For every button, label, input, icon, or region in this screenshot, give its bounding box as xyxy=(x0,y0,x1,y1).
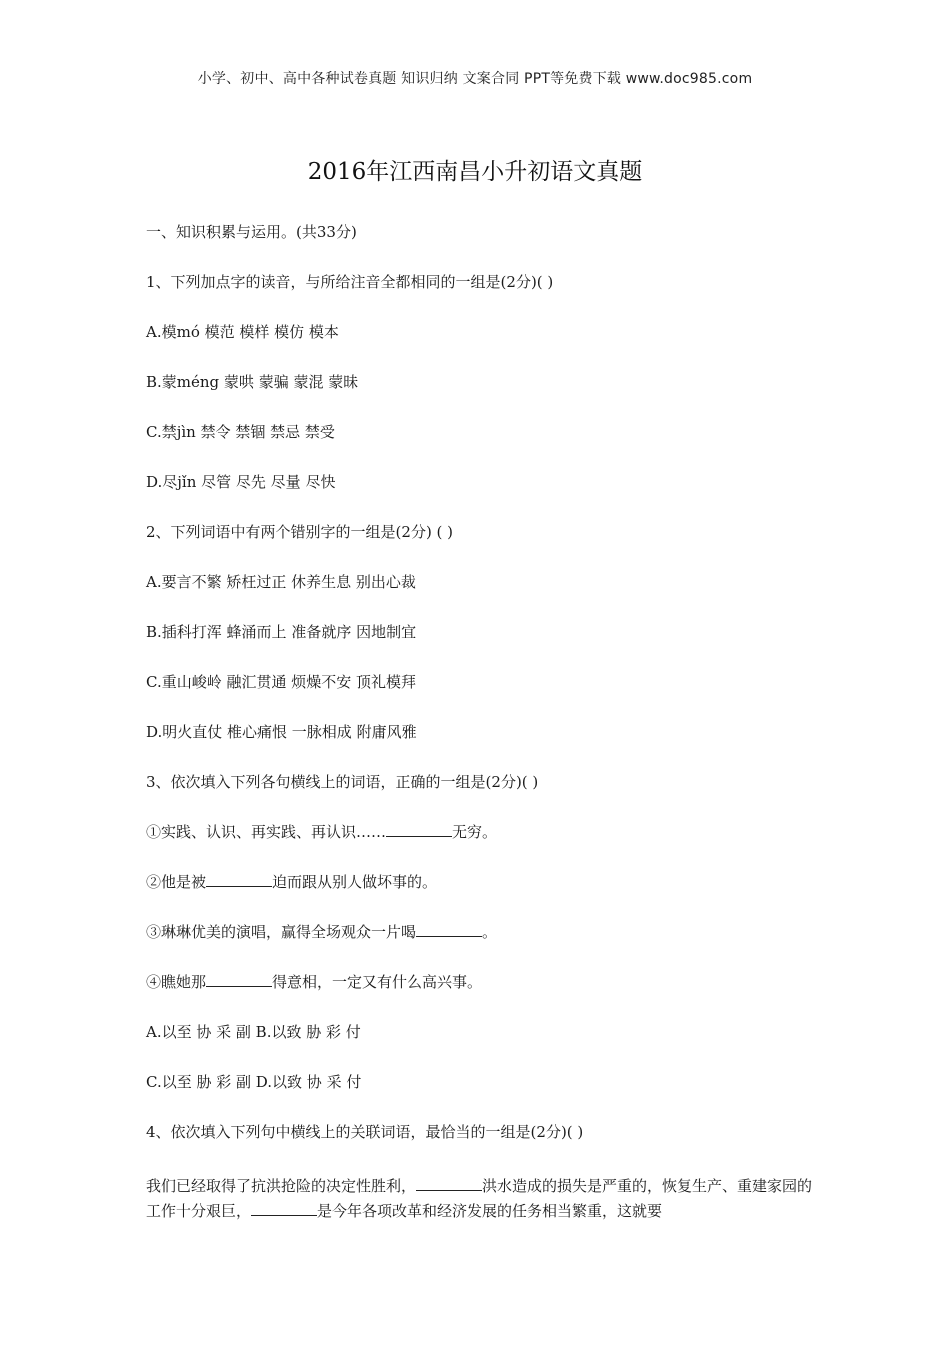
question-4-stem: 4、依次填入下列句中横线上的关联词语，最恰当的一组是(2分)( ) xyxy=(146,1123,584,1141)
section-heading: 一、知识积累与运用。(共33分) xyxy=(146,223,357,241)
question-1-option-b: B.蒙méng 蒙哄 蒙骗 蒙混 蒙昧 xyxy=(146,373,359,391)
sentence-text: 。 xyxy=(482,923,498,941)
sentence-text: 得意相，一定又有什么高兴事。 xyxy=(272,973,483,991)
fill-blank xyxy=(416,1175,482,1191)
question-1-stem: 1、下列加点字的读音，与所给注音全都相同的一组是(2分)( ) xyxy=(146,273,554,291)
question-4-passage xyxy=(146,1174,816,1224)
sentence-text: 无穷。 xyxy=(452,823,498,841)
exam-content xyxy=(146,221,816,1224)
sentence-text: ④瞧她那 xyxy=(146,973,207,991)
passage-text: 我们已经取得了抗洪抢险的决定性胜利， xyxy=(146,1177,417,1195)
sentence-text: ②他是被 xyxy=(146,873,207,891)
document-title: 2016年江西南昌小升初语文真题 xyxy=(307,159,643,185)
sentence-text: ③琳琳优美的演唱，赢得全场观众一片喝 xyxy=(146,923,417,941)
question-3-sentence-2 xyxy=(146,871,816,921)
question-3-sentence-1 xyxy=(146,821,816,871)
sentence-text: 迫而跟从别人做坏事的。 xyxy=(272,873,438,891)
question-3-sentence-3 xyxy=(146,921,816,971)
question-3-options-ab: A.以至 协 采 副 B.以致 胁 彩 付 xyxy=(146,1023,361,1041)
question-2-stem: 2、下列词语中有两个错别字的一组是(2分) ( ) xyxy=(146,523,454,541)
question-3-stem: 3、依次填入下列各句横线上的词语，正确的一组是(2分)( ) xyxy=(146,773,539,791)
site-banner: 小学、初中、高中各种试卷真题 知识归纳 文案合同 PPT等免费下载 www.doc985.com xyxy=(197,71,753,87)
fill-blank xyxy=(251,1200,317,1216)
passage-text: 洪水造成的损失是严重的，恢复生产、重建家园的工作十分艰巨， xyxy=(146,1177,813,1220)
fill-blank xyxy=(206,971,272,987)
question-1-option-a: A.模mó 模范 模样 模仿 模本 xyxy=(146,323,339,341)
question-1-option-d: D.尽jǐn 尽管 尽先 尽量 尽快 xyxy=(146,473,336,491)
question-2-option-c: C.重山峻岭 融汇贯通 烦燥不安 顶礼模拜 xyxy=(146,673,417,691)
question-2-option-d: D.明火直仗 椎心痛恨 一脉相成 附庸风雅 xyxy=(146,723,417,741)
question-2-option-a: A.要言不繁 矫枉过正 休养生息 别出心裁 xyxy=(146,573,416,591)
fill-blank xyxy=(206,871,272,887)
question-3-sentence-4 xyxy=(146,971,816,1021)
question-3-options-cd: C.以至 胁 彩 副 D.以致 协 采 付 xyxy=(146,1073,362,1091)
question-2-option-b: B.插科打浑 蜂涌而上 准备就序 因地制宜 xyxy=(146,623,417,641)
fill-blank xyxy=(416,921,482,937)
sentence-text: ①实践、认识、再实践、再认识…… xyxy=(146,823,387,841)
passage-text: 是今年各项改革和经济发展的任务相当繁重，这就要 xyxy=(317,1202,663,1220)
question-1-option-c: C.禁jìn 禁令 禁锢 禁忌 禁受 xyxy=(146,423,335,441)
fill-blank xyxy=(386,821,452,837)
